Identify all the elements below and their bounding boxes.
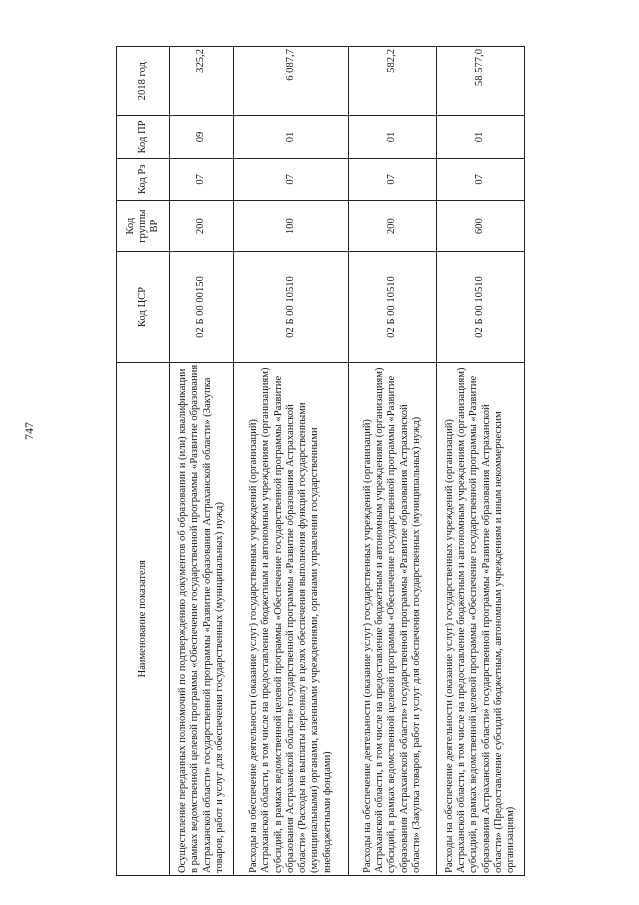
row-vr: 200 (170, 201, 234, 252)
header-amount: 2018 год (117, 47, 170, 116)
page-number: 747 (22, 422, 36, 440)
table-row (170, 47, 234, 876)
header-name: Наименование показателя (117, 362, 170, 875)
row-csr: 02 Б 00 10510 (437, 252, 525, 362)
row-csr: 02 Б 00 00150 (170, 252, 234, 362)
row-vr: 600 (437, 201, 525, 252)
header-vr: Код группы ВР (117, 201, 170, 252)
rotated-table-container (116, 46, 516, 876)
budget-table (116, 46, 525, 876)
header-rz: Код Рз (117, 158, 170, 200)
row-pr: 01 (349, 116, 437, 158)
row-amount: 582,2 (349, 47, 437, 116)
table-row (437, 47, 525, 876)
row-name: Расходы на обеспечение деятельности (оказание услуг) государственных учреждений (организаций) Астраханской области, в том числе на предоставление бюджетным и автономным учреждениям (организациям) субсидий, в рамках ведомственной целевой программы «Обеспечение государственной программы «Развитие образования Астраханской области» государственной программы «Развитие образования Астраханской области» (Расходы на выплаты персоналу в целях обеспечения выполнения функций государственными (муниципальными) органами, казенными учреждениями, органами управления государственными внебюджетными фондами) (234, 362, 349, 875)
row-pr: 01 (437, 116, 525, 158)
row-amount: 325,2 (170, 47, 234, 116)
row-name: Расходы на обеспечение деятельности (оказание услуг) государственных учреждений (организаций) Астраханской области, в том числе на предоставление бюджетным и автономным учреждениям (организациям) субсидий, в рамках ведомственной целевой программы «Обеспечение государственной программы «Развитие образования Астраханской области» государственной программы «Развитие образования Астраханской области» (Предоставление субсидий бюджетным, автономным учреждениям и иным некоммерческим организациям) (437, 362, 525, 875)
row-rz: 07 (349, 158, 437, 200)
row-name: Осуществление переданных полномочий по подтверждению документов об образовании и (или) квалификации в рамках ведомственной целевой программы «Обеспечение государственной программы «Развитие образования Астраханской области» государственной программы «Развитие образования Астраханской области» (Закупка товаров, работ и услуг для обеспечения государственных (муниципальных) нужд) (170, 362, 234, 875)
table-row (349, 47, 437, 876)
row-name: Расходы на обеспечение деятельности (оказание услуг) государственных учреждений (организаций) Астраханской области, в том числе на предоставление бюджетным и автономным учреждениям (организациям) субсидий, в рамках ведомственной целевой программы «Обеспечение государственной программы «Развитие образования Астраханской области» государственной программы «Развитие образования Астраханской области» (Закупка товаров, работ и услуг для обеспечения государственных (муниципальных) нужд) (349, 362, 437, 875)
row-vr: 100 (234, 201, 349, 252)
row-csr: 02 Б 00 10510 (234, 252, 349, 362)
row-amount: 58 577,0 (437, 47, 525, 116)
row-pr: 09 (170, 116, 234, 158)
row-csr: 02 Б 00 10510 (349, 252, 437, 362)
row-amount: 6 087,7 (234, 47, 349, 116)
row-pr: 01 (234, 116, 349, 158)
header-pr: Код ПР (117, 116, 170, 158)
table-header-row (117, 47, 170, 876)
row-rz: 07 (170, 158, 234, 200)
row-rz: 07 (234, 158, 349, 200)
table-row (234, 47, 349, 876)
row-vr: 200 (349, 201, 437, 252)
header-csr: Код ЦСР (117, 252, 170, 362)
row-rz: 07 (437, 158, 525, 200)
